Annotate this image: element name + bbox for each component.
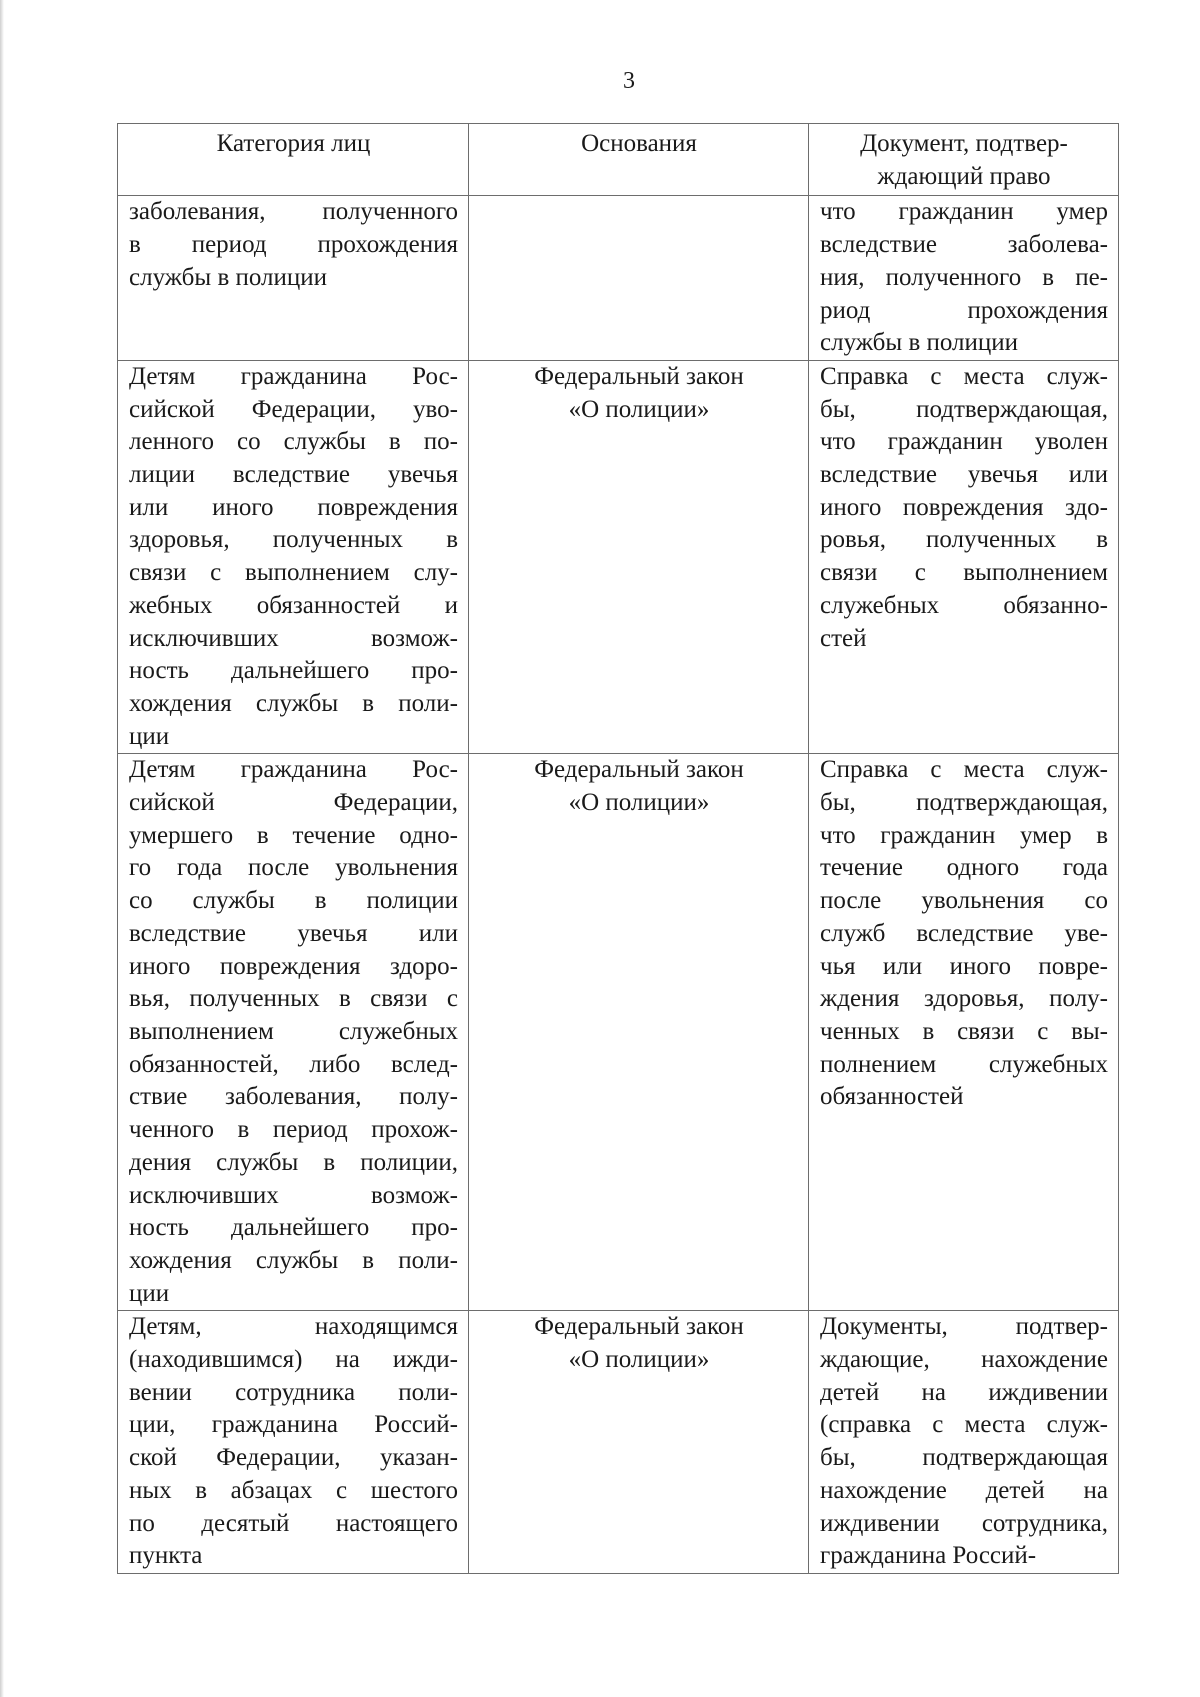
text-line: сийской Федерации, [129,789,458,817]
text-line: ждающие, нахождение [820,1346,1108,1374]
text-line: ленного со службы в по- [129,428,458,456]
text-line: вследствие увечья или [820,461,1108,489]
text-line: Документы, подтвер- [820,1313,1108,1341]
text-line: Детям гражданина Рос- [129,362,458,390]
text-line: «О полиции» [568,789,710,817]
text-line: ность дальнейшего про- [129,1214,458,1242]
text-line: ской Федерации, указан- [129,1444,458,1472]
cell-category [118,360,469,753]
page-number: 3 [623,68,635,94]
cell-document-lines [820,754,1108,1114]
text-line: ствие заболевания, полу- [129,1083,458,1111]
text-line: чья или иного повре- [820,952,1108,980]
text-line: ченных в связи с вы- [820,1017,1108,1045]
text-line: службы в полиции [129,263,328,291]
text-line: Федеральный закон [534,362,744,390]
table-row [118,754,1119,1311]
header-category-lines [129,128,458,161]
text-line: (находившимся) на ижди- [129,1346,458,1374]
text-line: Основания [581,130,697,157]
text-line: что гражданин уволен [820,428,1108,456]
cell-basis-lines [480,754,798,819]
header-document-lines [820,128,1108,193]
cell-document [809,754,1119,1311]
text-line: бы, подтверждающая, [820,395,1108,423]
text-line: вья, полученных в связи с [129,985,458,1013]
text-line: Федеральный закон [534,756,744,784]
table-header-row [118,124,1119,196]
text-line: по десятый настоящего [129,1509,458,1537]
text-line: лиции вследствие увечья [129,461,458,489]
text-line: Справка с места служ- [820,756,1108,784]
text-line: после увольнения со [820,887,1108,915]
text-line: пункта [129,1542,203,1570]
cell-document [809,360,1119,753]
text-line: исключивших возмож- [129,1181,458,1209]
text-line: вении сотрудника поли- [129,1378,458,1406]
text-line: бы, подтверждающая, [820,789,1108,817]
text-line: полнением служебных [820,1050,1108,1078]
text-line: Справка с места служ- [820,362,1108,390]
text-line: иждивении сотрудника, [820,1509,1108,1537]
text-line: обязанностей, либо вслед- [129,1050,458,1078]
text-line: детей на иждивении [820,1378,1108,1406]
text-line: бы, подтверждающая [820,1444,1108,1472]
cell-category-lines [129,1311,458,1573]
text-line: (справка с места служ- [820,1411,1108,1439]
text-line: ции, гражданина Россий- [129,1411,458,1439]
text-line: Категория лиц [216,130,371,157]
text-line: иного повреждения здо- [820,493,1108,521]
text-line: Федеральный закон [534,1313,744,1341]
cell-basis [469,754,809,1311]
cell-category [118,1311,469,1574]
text-line: выполнением служебных [129,1017,458,1045]
cell-basis [469,360,809,753]
text-line: дения службы в полиции, [129,1148,458,1176]
text-line: ждающий право [877,162,1051,190]
text-line: ции [129,722,170,750]
cell-document-lines [820,361,1108,655]
text-line: го года после увольнения [129,854,458,882]
text-line: в период прохождения [129,231,458,259]
text-line: связи с выполнением [820,559,1108,587]
page-edge [0,0,4,1697]
text-line: здоровья, полученных в [129,526,458,554]
cell-category-lines [129,196,458,294]
cell-document [809,1311,1119,1574]
cell-document-lines [820,196,1108,360]
text-line: Документ, подтвер- [860,130,1068,157]
text-line: службы в полиции [820,329,1019,357]
text-line: исключивших возмож- [129,624,458,652]
text-line: «О полиции» [568,395,710,423]
eligibility-table [117,123,1119,1574]
header-category [118,124,469,196]
text-line: ченного в период прохож- [129,1116,458,1144]
text-line: или иного повреждения [129,493,458,521]
text-line: обязанностей [820,1083,964,1111]
text-line: вследствие увечья или [129,919,458,947]
text-line: риод прохождения [820,296,1108,324]
text-line: хождения службы в поли- [129,1246,458,1274]
text-line: заболевания, полученного [129,198,458,226]
header-document [809,124,1119,196]
text-line: Детям гражданина Рос- [129,756,458,784]
text-line: ции [129,1279,170,1307]
text-line: связи с выполнением слу- [129,559,458,587]
text-line: Детям, находящимся [129,1313,458,1341]
text-line: умершего в течение одно- [129,821,458,849]
cell-basis [469,1311,809,1574]
cell-document [809,196,1119,361]
text-line: ждения здоровья, полу- [820,985,1108,1013]
table-row [118,196,1119,361]
text-line: сийской Федерации, уво- [129,395,458,423]
text-line: служб вследствие уве- [820,919,1108,947]
cell-basis-lines [480,1311,798,1376]
text-line: «О полиции» [568,1346,710,1374]
text-line: ных в абзацах с шестого [129,1476,458,1504]
text-line: хождения службы в поли- [129,689,458,717]
text-line: со службы в полиции [129,887,458,915]
text-line: вследствие заболева- [820,231,1108,259]
text-line: гражданина Россий- [820,1542,1037,1570]
text-line: течение одного года [820,854,1108,882]
text-line: иного повреждения здоро- [129,952,458,980]
text-line: ность дальнейшего про- [129,657,458,685]
table-row [118,360,1119,753]
cell-document-lines [820,1311,1108,1573]
cell-basis-lines [480,361,798,426]
cell-category [118,196,469,361]
text-line: служебных обязанно- [820,591,1108,619]
header-basis-lines [480,128,798,161]
text-line: что гражданин умер в [820,821,1108,849]
cell-category-lines [129,361,458,753]
text-line: жебных обязанностей и [129,591,458,619]
text-line: ния, полученного в пе- [820,263,1108,291]
cell-basis [469,196,809,361]
table-row [118,1311,1119,1574]
text-line: что гражданин умер [820,198,1108,226]
cell-category [118,754,469,1311]
text-line: стей [820,624,867,652]
header-basis [469,124,809,196]
text-line: нахождение детей на [820,1476,1108,1504]
text-line: ровья, полученных в [820,526,1108,554]
cell-category-lines [129,754,458,1310]
